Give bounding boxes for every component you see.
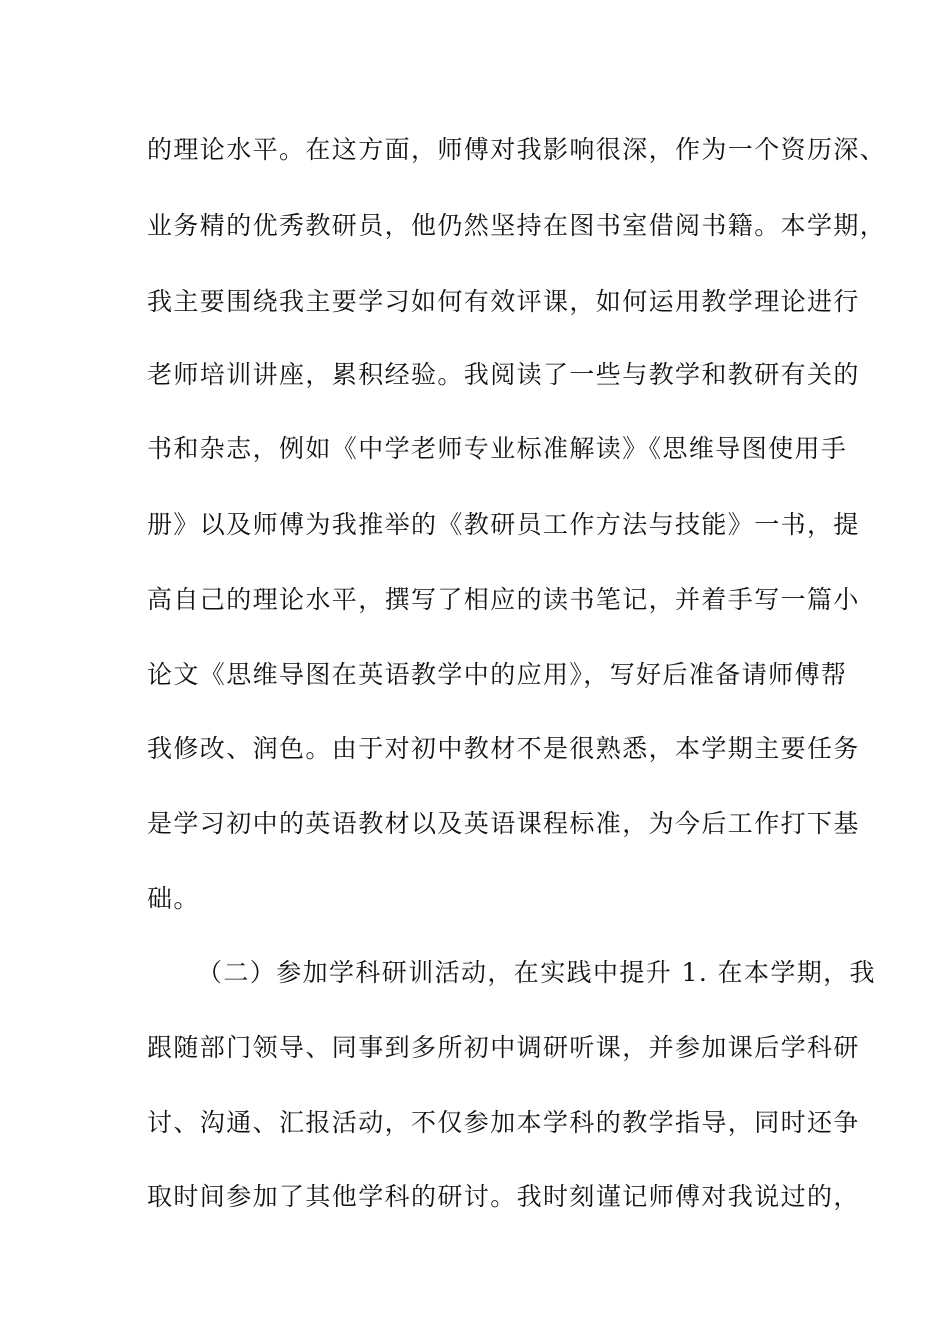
- paragraph-line: 老师培训讲座，累积经验。我阅读了一些与教学和教研有关的: [147, 360, 860, 389]
- paragraph-line: 跟随部门领导、同事到多所初中调研听课，并参加课后学科研: [147, 1033, 860, 1062]
- paragraph-line: 取时间参加了其他学科的研讨。我时刻谨记师傅对我说过的，: [147, 1182, 860, 1211]
- paragraph-line: 论文《思维导图在英语教学中的应用》，写好后准备请师傅帮: [147, 660, 848, 689]
- paragraph-line: 讨、沟通、汇报活动，不仅参加本学科的教学指导，同时还争: [147, 1108, 860, 1137]
- section-heading-line: （二）参加学科研训活动，在实践中提升 1. 在本学期，我: [197, 958, 876, 987]
- paragraph-line: 的理论水平。在这方面，师傅对我影响很深，作为一个资历深、: [147, 135, 887, 164]
- paragraph-line: 我修改、润色。由于对初中教材不是很熟悉，本学期主要任务: [147, 734, 860, 763]
- paragraph-line: 册》以及师傅为我推举的《教研员工作方法与技能》一书，提: [147, 510, 860, 539]
- paragraph-line: 础。: [147, 884, 200, 913]
- paragraph-line: 高自己的理论水平，撰写了相应的读书笔记，并着手写一篇小: [147, 585, 860, 614]
- paragraph-line: 我主要围绕我主要学习如何有效评课，如何运用教学理论进行: [147, 287, 860, 316]
- paragraph-line: 业务精的优秀教研员，他仍然坚持在图书室借阅书籍。本学期，: [147, 211, 887, 240]
- paragraph-line: 书和杂志，例如《中学老师专业标准解读》《思维导图使用手: [147, 434, 848, 463]
- paragraph-line: 是学习初中的英语教材以及英语课程标准，为今后工作打下基: [147, 809, 860, 838]
